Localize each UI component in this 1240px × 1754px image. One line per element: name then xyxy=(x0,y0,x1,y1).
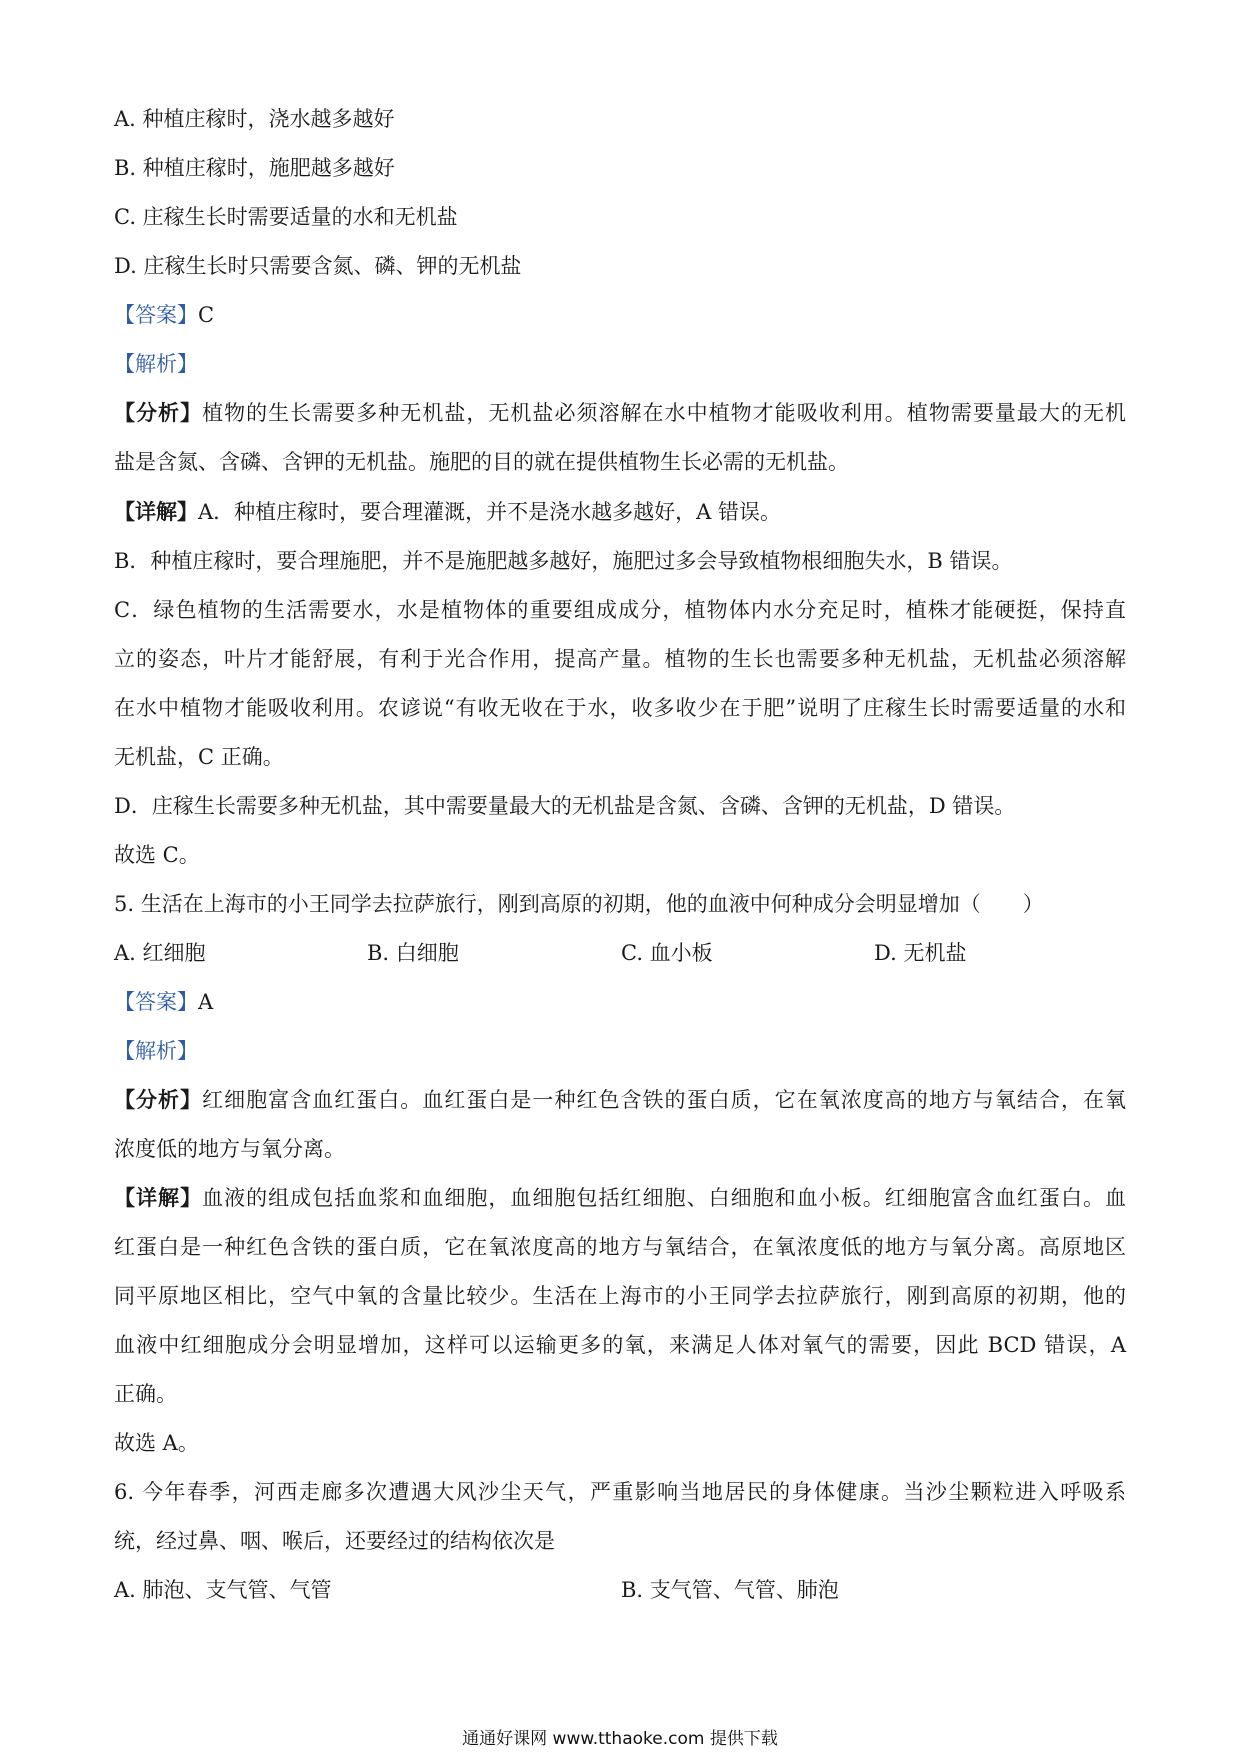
q4-fenxi-line-2: 盐是含氮、含磷、含钾的无机盐。施肥的目的就在提供植物生长必需的无机盐。 xyxy=(114,450,849,474)
q4-xiangjie-line-7: D．庄稼生长需要多种无机盐，其中需要量最大的无机盐是含氮、含磷、含钾的无机盐，D 错误。 xyxy=(114,794,1016,818)
page-footer: 通通好课网 www.tthaoke.com 提供下载 xyxy=(462,1729,778,1749)
q5-options xyxy=(114,938,1126,968)
q5-option-a: A. 红细胞 xyxy=(114,941,206,965)
q4-xiangjie-line-5: 在水中植物才能吸收利用。农谚说“有收无收在于水，收多收少在于肥”说明了庄稼生长时需要适量的水和 xyxy=(114,696,1126,720)
q4-xiangjie-line-4: 立的姿态，叶片才能舒展，有利于光合作用，提高产量。植物的生长也需要多种无机盐，无机盐必须溶解 xyxy=(114,647,1126,671)
q4-answer xyxy=(114,300,1126,330)
q4-analysis-tag: 【解析】 xyxy=(114,352,198,376)
q5-xiangjie-line-4: 血液中红细胞成分会明显增加，这样可以运输更多的氧，来满足人体对氧气的需要，因此 BCD 错误，A xyxy=(114,1333,1126,1357)
fenxi-text: 红细胞富含血红蛋白。血红蛋白是一种红色含铁的蛋白质，它在氧浓度高的地方与氧结合，在氧 xyxy=(202,1088,1127,1112)
answer-value: A xyxy=(198,990,214,1014)
q4-conclusion: 故选 C。 xyxy=(114,843,200,867)
q5-fenxi-line-2: 浓度低的地方与氧分离。 xyxy=(114,1137,345,1161)
q4-xiangjie-line-2: B．种植庄稼时，要合理施肥，并不是施肥越多越好，施肥过多会导致植物根细胞失水，B 错误。 xyxy=(114,549,1013,573)
xiangjie-tag: 【详解】 xyxy=(114,1185,203,1210)
xiangjie-tag: 【详解】 xyxy=(114,499,198,524)
q5-analysis-tag: 【解析】 xyxy=(114,1039,198,1063)
q6-stem-line-2: 统，经过鼻、咽、喉后，还要经过的结构依次是 xyxy=(114,1529,555,1553)
answer-tag: 【答案】 xyxy=(114,990,198,1014)
xiangjie-text: A．种植庄稼时，要合理灌溉，并不是浇水越多越好，A 错误。 xyxy=(198,500,782,524)
fenxi-text: 植物的生长需要多种无机盐，无机盐必须溶解在水中植物才能吸收利用。植物需要量最大的无机 xyxy=(202,401,1127,425)
q6-options xyxy=(114,1575,1126,1605)
q4-fenxi-line-1 xyxy=(114,398,1126,428)
q4-option-b: B. 种植庄稼时，施肥越多越好 xyxy=(114,156,395,180)
q5-stem: 5. 生活在上海市的小王同学去拉萨旅行，刚到高原的初期，他的血液中何种成分会明显增加（ ） xyxy=(114,892,1044,916)
q6-stem-line-1: 6. 今年春季，河西走廊多次遭遇大风沙尘天气，严重影响当地居民的身体健康。当沙尘颗粒进入呼吸系 xyxy=(114,1480,1126,1504)
q6-option-a: A. 肺泡、支气管、气管 xyxy=(114,1578,332,1602)
q5-xiangjie-line-2: 红蛋白是一种红色含铁的蛋白质，它在氧浓度高的地方与氧结合，在氧浓度低的地方与氧分离。高原地区 xyxy=(114,1235,1126,1259)
q6-option-b: B. 支气管、气管、肺泡 xyxy=(621,1578,839,1602)
fenxi-tag: 【分析】 xyxy=(114,400,203,425)
q5-option-b: B. 白细胞 xyxy=(367,941,459,965)
q5-option-c: C. 血小板 xyxy=(621,941,713,965)
answer-value: C xyxy=(198,303,215,327)
q5-xiangjie-line-3: 同平原地区相比，空气中氧的含量比较少。生活在上海市的小王同学去拉萨旅行，刚到高原的初期，他的 xyxy=(114,1284,1126,1308)
q4-option-a: A. 种植庄稼时，浇水越多越好 xyxy=(114,107,395,131)
q5-option-d: D. 无机盐 xyxy=(874,941,967,965)
xiangjie-text: 血液的组成包括血浆和血细胞，血细胞包括红细胞、白细胞和血小板。红细胞富含血红蛋白。血 xyxy=(202,1186,1127,1210)
q4-option-c: C. 庄稼生长时需要适量的水和无机盐 xyxy=(114,205,458,229)
q4-xiangjie-line-6: 无机盐，C 正确。 xyxy=(114,745,284,769)
q4-option-d: D. 庄稼生长时只需要含氮、磷、钾的无机盐 xyxy=(114,254,522,278)
answer-tag: 【答案】 xyxy=(114,303,198,327)
q4-xiangjie-line-3: C．绿色植物的生活需要水，水是植物体的重要组成成分，植物体内水分充足时，植株才能硬挺，保持直 xyxy=(114,598,1126,622)
fenxi-tag: 【分析】 xyxy=(114,1087,203,1112)
q5-fenxi-line-1 xyxy=(114,1085,1126,1115)
q5-conclusion: 故选 A。 xyxy=(114,1431,199,1455)
q5-xiangjie-line-5: 正确。 xyxy=(114,1382,177,1406)
q5-xiangjie-line-1 xyxy=(114,1183,1126,1213)
q4-xiangjie-line-1 xyxy=(114,497,1126,527)
q5-answer xyxy=(114,987,1126,1017)
